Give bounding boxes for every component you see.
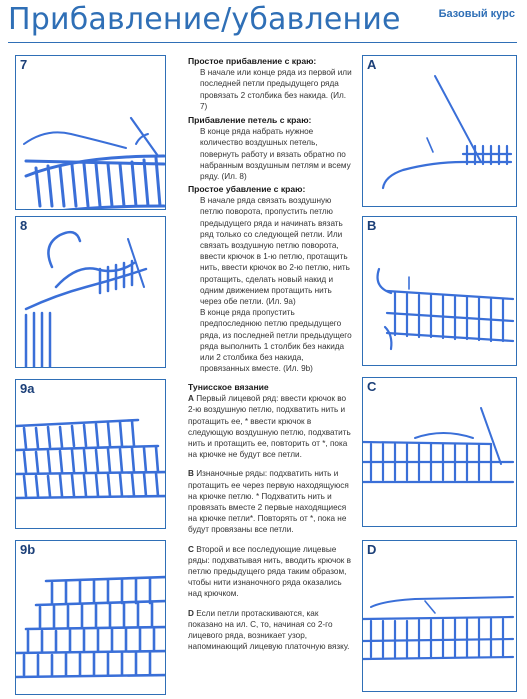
section-heading: Прибавление петель с краю: [188,115,312,125]
step-letter: B [188,469,194,479]
crochet-illustration-8 [16,217,166,368]
step-text: Изнаночные ряды: подхватить нить и протащить ее через первую находящуюся на крючке петлю. * Подхватить нить и провязать вместе 2 первые находящиеся на крючке петли*. Повторять от *, пока не будут провязаны все петли. [188,469,349,535]
crochet-illustration-9a [16,380,166,529]
figure-label: 9a [20,381,35,396]
section-add-stitches [188,115,354,182]
figure-label: C [367,379,377,394]
crochet-illustration-9b [16,541,166,695]
section-label: Базовый курс [438,8,515,20]
crochet-illustration-7 [16,56,166,210]
section-body: В конце ряда набрать нужное количество воздушных петель, повернуть работу и вязать обратно по набранным воздушным петлям и всему ряду. (Ил. 8) [200,127,351,182]
page-title: Прибавление/убавление [8,2,401,37]
figure-label: B [367,218,377,233]
figure-label: D [367,542,377,557]
figure-c [362,377,517,527]
step-letter: A [188,394,194,404]
figure-label: 8 [20,218,28,233]
step-letter: D [188,608,194,618]
figure-a [362,55,517,207]
figure-8 [15,216,166,368]
step-text: Если петли протаскиваются, как показано на ил. C, то, начиная со 2-го лицевого ряда, возникает узор, напоминающий лицевую платочную вязку. [188,608,350,652]
step-d [188,608,354,653]
section-heading: Простое убавление с краю: [188,184,306,194]
figure-label: A [367,57,377,72]
section-body: В начале или конце ряда из первой или последней петли предыдущего ряда провязать 2 столбика без накида. (Ил. 7) [200,68,352,111]
section-body-2: В конце ряда пропустить предпоследнюю петлю предыдущего ряда, из последней петли предыдущего ряда выполнить 1 столбик без накида или 2 столбика без накида, провязанных вместе. (Ил. 9b) [200,308,352,374]
section-tunisian [188,382,354,652]
figure-label: 7 [20,57,28,72]
section-simple-decrease [188,184,354,374]
step-text: Первый лицевой ряд: ввести крючок во 2-ю воздушную петлю, подхватить нить и протащить ее, * ввести крючок в следующую воздушную петлю, подхватить нить и протащить ее, повторить от *, пока на крючке не будут все петли. [188,394,351,460]
crochet-illustration-a [363,56,517,207]
crochet-illustration-d [363,541,517,692]
crochet-illustration-b [363,217,517,366]
figure-label: 9b [20,542,36,557]
step-a [188,393,354,460]
step-letter: C [188,544,194,554]
crochet-illustration-c [363,378,517,527]
step-c [188,544,354,600]
figure-9a [15,379,166,529]
figure-9b [15,540,166,695]
figure-b [362,216,517,366]
figure-d [362,540,517,692]
step-text: Второй и все последующие лицевые ряды: подхватывая нить, вводить крючок в петлю предыдущего ряда таким образом, чтобы нити изнаночного ряда оказались над крючком. [188,544,351,599]
step-b [188,468,354,535]
section-heading: Тунисское вязание [188,382,269,392]
title-underline [8,42,517,43]
figure-7 [15,55,166,210]
section-body: В начале ряда связать воздушную петлю поворота, пропустить петлю предыдущего ряда и начинать вязать ряд только со следующей петли. Или связать воздушную петлю поворота, ввести крючок в 1-ю петлю, протащить нить, ввести крючок во 2-ю петлю, нить протащить, сделать новый накид и одним движением протащить нить через обе петли. (Ил. 9a) [200,196,350,307]
section-simple-increase [188,56,354,112]
section-heading: Простое прибавление с краю: [188,56,317,66]
